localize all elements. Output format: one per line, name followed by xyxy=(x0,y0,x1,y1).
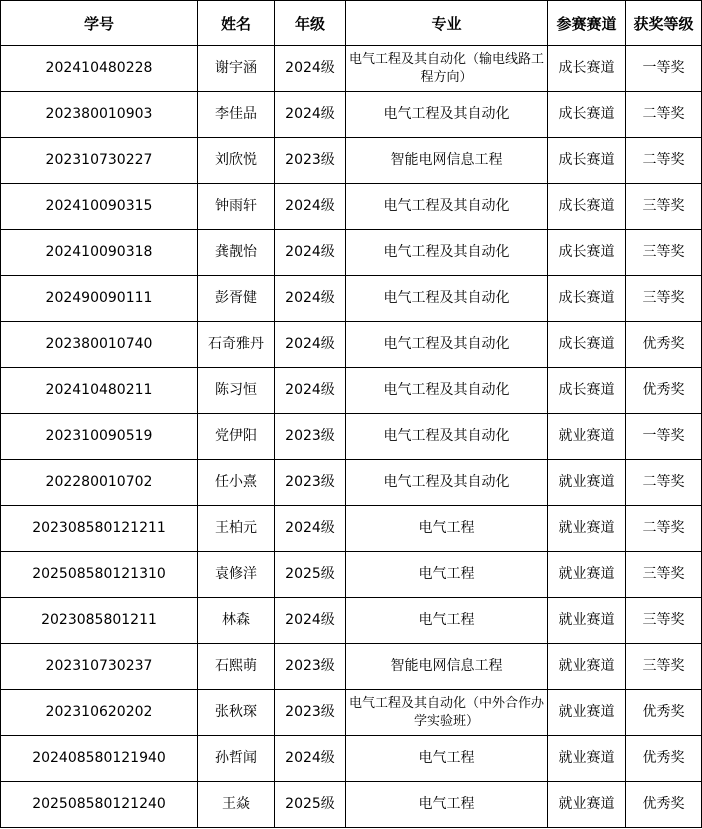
table-header xyxy=(1,1,702,46)
track-cell: 成长赛道 xyxy=(548,138,626,184)
award-level-cell: 三等奖 xyxy=(626,184,702,230)
track-cell: 就业赛道 xyxy=(548,414,626,460)
award-level-cell: 二等奖 xyxy=(626,138,702,184)
award-level-cell: 三等奖 xyxy=(626,598,702,644)
table-row xyxy=(1,736,702,782)
header-award-level: 获奖等级 xyxy=(626,1,702,46)
header-row xyxy=(1,1,702,46)
award-level-cell: 二等奖 xyxy=(626,506,702,552)
student-id-cell: 202310730227 xyxy=(1,138,198,184)
table-row xyxy=(1,184,702,230)
name-cell: 彭胥健 xyxy=(198,276,275,322)
grade-cell: 2024级 xyxy=(275,184,346,230)
grade-cell: 2023级 xyxy=(275,138,346,184)
major-cell: 电气工程及其自动化 xyxy=(346,276,548,322)
track-cell: 成长赛道 xyxy=(548,368,626,414)
student-id-cell: 202410480228 xyxy=(1,46,198,92)
student-id-cell: 202410090318 xyxy=(1,230,198,276)
track-cell: 就业赛道 xyxy=(548,736,626,782)
grade-cell: 2025级 xyxy=(275,552,346,598)
name-cell: 李佳品 xyxy=(198,92,275,138)
table-row xyxy=(1,460,702,506)
award-level-cell: 三等奖 xyxy=(626,644,702,690)
name-cell: 王焱 xyxy=(198,782,275,828)
table-body xyxy=(1,46,702,828)
award-level-cell: 一等奖 xyxy=(626,414,702,460)
table-row xyxy=(1,138,702,184)
major-cell: 智能电网信息工程 xyxy=(346,138,548,184)
track-cell: 就业赛道 xyxy=(548,552,626,598)
grade-cell: 2024级 xyxy=(275,92,346,138)
award-level-cell: 二等奖 xyxy=(626,460,702,506)
table-row xyxy=(1,414,702,460)
major-cell: 电气工程及其自动化（输电线路工程方向） xyxy=(346,46,548,92)
table-row xyxy=(1,506,702,552)
track-cell: 就业赛道 xyxy=(548,506,626,552)
name-cell: 刘欣悦 xyxy=(198,138,275,184)
major-cell: 电气工程及其自动化（中外合作办学实验班） xyxy=(346,690,548,736)
grade-cell: 2024级 xyxy=(275,506,346,552)
award-level-cell: 优秀奖 xyxy=(626,782,702,828)
major-cell: 电气工程 xyxy=(346,598,548,644)
header-major: 专业 xyxy=(346,1,548,46)
table-row xyxy=(1,552,702,598)
header-student-id: 学号 xyxy=(1,1,198,46)
table-row xyxy=(1,644,702,690)
grade-cell: 2023级 xyxy=(275,644,346,690)
major-cell: 电气工程及其自动化 xyxy=(346,414,548,460)
major-cell: 电气工程 xyxy=(346,782,548,828)
name-cell: 石奇雅丹 xyxy=(198,322,275,368)
grade-cell: 2023级 xyxy=(275,414,346,460)
name-cell: 任小熹 xyxy=(198,460,275,506)
table-row xyxy=(1,46,702,92)
table-row xyxy=(1,92,702,138)
track-cell: 成长赛道 xyxy=(548,184,626,230)
student-id-cell: 202310090519 xyxy=(1,414,198,460)
grade-cell: 2023级 xyxy=(275,460,346,506)
grade-cell: 2024级 xyxy=(275,368,346,414)
student-id-cell: 202410090315 xyxy=(1,184,198,230)
major-cell: 智能电网信息工程 xyxy=(346,644,548,690)
student-id-cell: 202490090111 xyxy=(1,276,198,322)
award-level-cell: 二等奖 xyxy=(626,92,702,138)
track-cell: 就业赛道 xyxy=(548,598,626,644)
header-name: 姓名 xyxy=(198,1,275,46)
award-level-cell: 三等奖 xyxy=(626,552,702,598)
table-row xyxy=(1,368,702,414)
name-cell: 袁修洋 xyxy=(198,552,275,598)
name-cell: 张秋琛 xyxy=(198,690,275,736)
grade-cell: 2024级 xyxy=(275,322,346,368)
student-id-cell: 202280010702 xyxy=(1,460,198,506)
major-cell: 电气工程及其自动化 xyxy=(346,322,548,368)
award-level-cell: 优秀奖 xyxy=(626,368,702,414)
major-cell: 电气工程及其自动化 xyxy=(346,230,548,276)
student-id-cell: 2023085801211 xyxy=(1,598,198,644)
table-row xyxy=(1,322,702,368)
major-cell: 电气工程 xyxy=(346,506,548,552)
track-cell: 就业赛道 xyxy=(548,644,626,690)
student-id-cell: 202508580121310 xyxy=(1,552,198,598)
track-cell: 成长赛道 xyxy=(548,322,626,368)
name-cell: 孙哲闻 xyxy=(198,736,275,782)
track-cell: 成长赛道 xyxy=(548,92,626,138)
name-cell: 王柏元 xyxy=(198,506,275,552)
grade-cell: 2024级 xyxy=(275,598,346,644)
grade-cell: 2025级 xyxy=(275,782,346,828)
name-cell: 党伊阳 xyxy=(198,414,275,460)
name-cell: 石熙萌 xyxy=(198,644,275,690)
student-id-cell: 202380010903 xyxy=(1,92,198,138)
header-track: 参赛赛道 xyxy=(548,1,626,46)
table-row xyxy=(1,230,702,276)
track-cell: 成长赛道 xyxy=(548,46,626,92)
grade-cell: 2024级 xyxy=(275,276,346,322)
award-level-cell: 一等奖 xyxy=(626,46,702,92)
major-cell: 电气工程及其自动化 xyxy=(346,368,548,414)
table-row xyxy=(1,276,702,322)
student-id-cell: 202410480211 xyxy=(1,368,198,414)
award-level-cell: 优秀奖 xyxy=(626,690,702,736)
student-id-cell: 202310620202 xyxy=(1,690,198,736)
award-level-cell: 三等奖 xyxy=(626,230,702,276)
award-level-cell: 优秀奖 xyxy=(626,322,702,368)
table-row xyxy=(1,782,702,828)
name-cell: 林森 xyxy=(198,598,275,644)
student-id-cell: 202408580121940 xyxy=(1,736,198,782)
track-cell: 成长赛道 xyxy=(548,230,626,276)
major-cell: 电气工程及其自动化 xyxy=(346,460,548,506)
table-row xyxy=(1,598,702,644)
name-cell: 龚靓怡 xyxy=(198,230,275,276)
header-grade: 年级 xyxy=(275,1,346,46)
major-cell: 电气工程 xyxy=(346,552,548,598)
major-cell: 电气工程及其自动化 xyxy=(346,184,548,230)
student-id-cell: 202508580121240 xyxy=(1,782,198,828)
track-cell: 成长赛道 xyxy=(548,276,626,322)
award-level-cell: 三等奖 xyxy=(626,276,702,322)
student-id-cell: 202310730237 xyxy=(1,644,198,690)
name-cell: 陈习恒 xyxy=(198,368,275,414)
name-cell: 谢宇涵 xyxy=(198,46,275,92)
grade-cell: 2023级 xyxy=(275,690,346,736)
table-row xyxy=(1,690,702,736)
award-level-cell: 优秀奖 xyxy=(626,736,702,782)
student-id-cell: 202308580121211 xyxy=(1,506,198,552)
student-id-cell: 202380010740 xyxy=(1,322,198,368)
major-cell: 电气工程及其自动化 xyxy=(346,92,548,138)
grade-cell: 2024级 xyxy=(275,230,346,276)
track-cell: 就业赛道 xyxy=(548,690,626,736)
track-cell: 就业赛道 xyxy=(548,782,626,828)
track-cell: 就业赛道 xyxy=(548,460,626,506)
grade-cell: 2024级 xyxy=(275,46,346,92)
grade-cell: 2024级 xyxy=(275,736,346,782)
name-cell: 钟雨轩 xyxy=(198,184,275,230)
major-cell: 电气工程 xyxy=(346,736,548,782)
